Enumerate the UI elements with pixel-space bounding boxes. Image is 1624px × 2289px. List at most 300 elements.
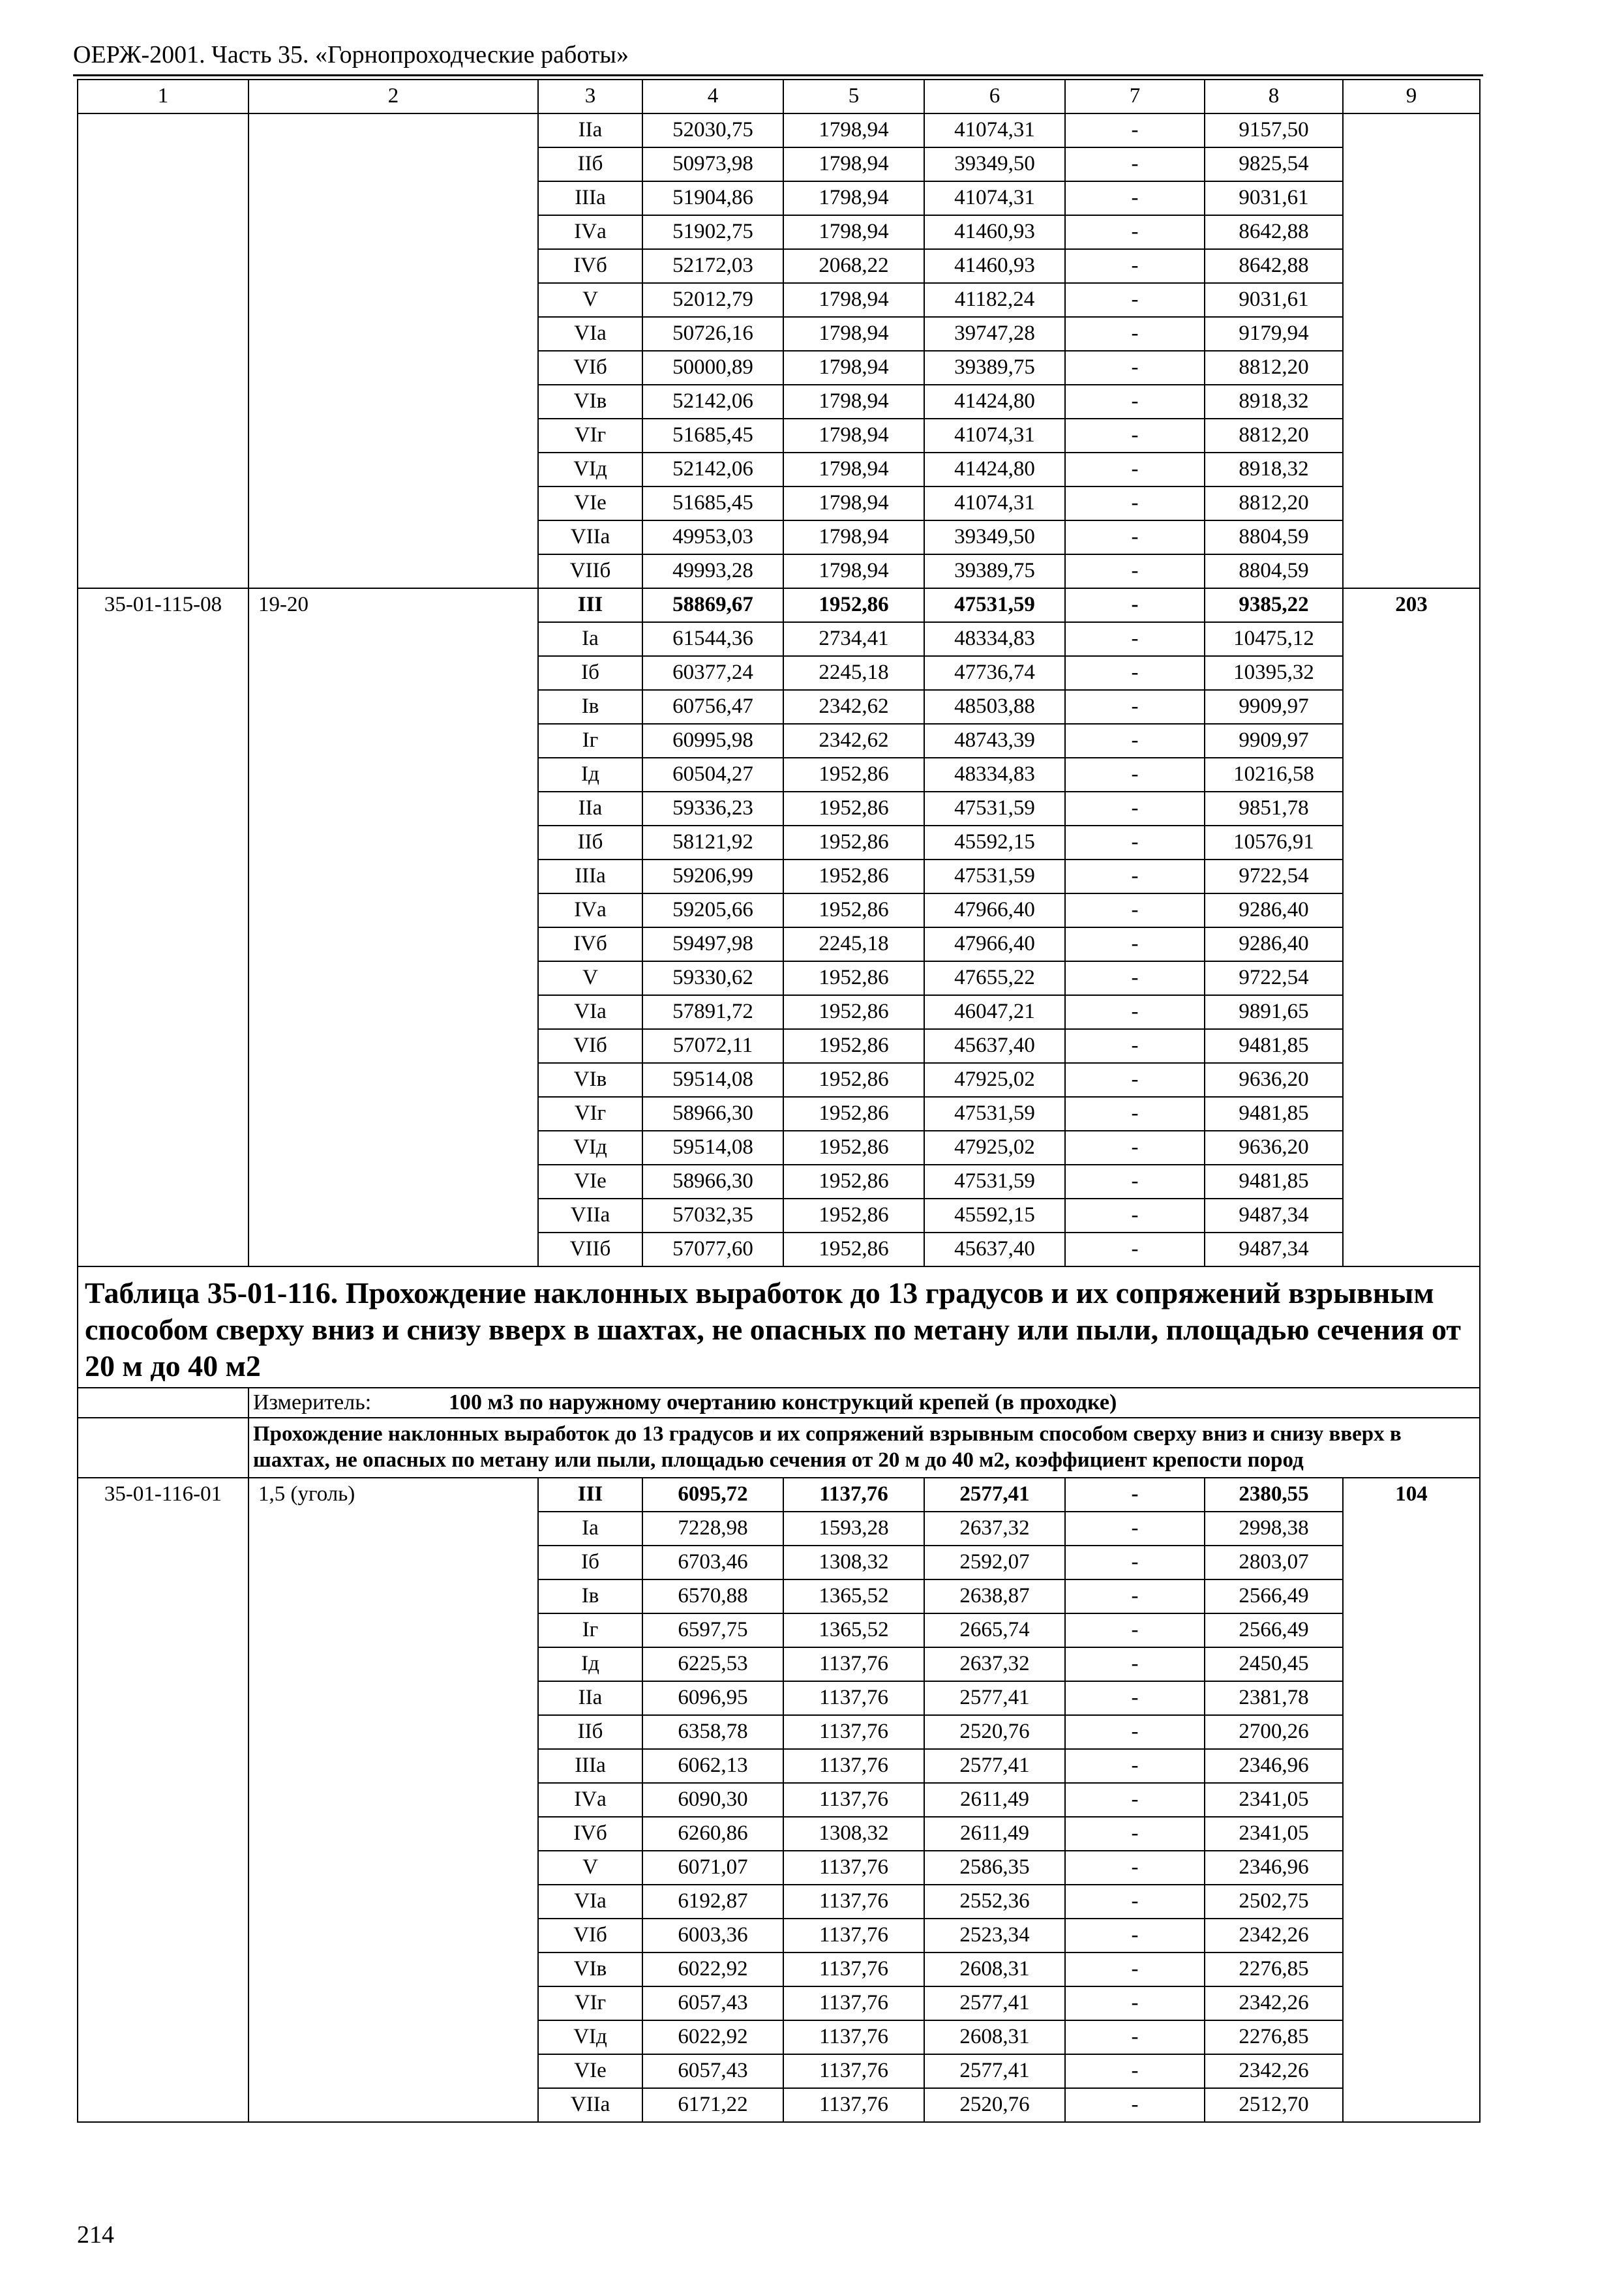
territorial-group: IVб <box>538 1817 642 1851</box>
value-col4: 6022,92 <box>642 2020 783 2054</box>
value-col5: 1952,86 <box>783 1165 924 1199</box>
territorial-group: VIг <box>538 1097 642 1131</box>
value-col8: 9636,20 <box>1205 1131 1343 1165</box>
value-col5: 1137,76 <box>783 1749 924 1783</box>
value-col6: 47966,40 <box>924 893 1065 927</box>
territorial-group: VIа <box>538 995 642 1029</box>
value-col8: 9157,50 <box>1205 113 1343 147</box>
value-col8: 10475,12 <box>1205 622 1343 656</box>
territorial-group: VIа <box>538 317 642 351</box>
territorial-group: Iб <box>538 1546 642 1579</box>
value-col5: 1952,86 <box>783 826 924 860</box>
value-col4: 51685,45 <box>642 419 783 453</box>
value-col7: - <box>1065 419 1205 453</box>
value-col4: 6225,53 <box>642 1647 783 1681</box>
value-col5: 1308,32 <box>783 1546 924 1579</box>
value-col5: 1137,76 <box>783 1783 924 1817</box>
rate-code: 35-01-115-08 <box>78 588 248 1266</box>
description-empty <box>78 1418 248 1478</box>
value-col5: 1952,86 <box>783 1029 924 1063</box>
value-col8: 9481,85 <box>1205 1029 1343 1063</box>
value-col5: 1137,76 <box>783 1478 924 1512</box>
table-row <box>78 588 1480 622</box>
value-col7: - <box>1065 453 1205 486</box>
value-col6: 41182,24 <box>924 283 1065 317</box>
value-col5: 1798,94 <box>783 453 924 486</box>
territorial-group: IVб <box>538 249 642 283</box>
value-col7: - <box>1065 826 1205 860</box>
rate-parameter-empty <box>248 113 538 588</box>
value-col8: 2998,38 <box>1205 1512 1343 1546</box>
value-col7: - <box>1065 486 1205 520</box>
value-col7: - <box>1065 1647 1205 1681</box>
value-col8: 2381,78 <box>1205 1681 1343 1715</box>
value-col7: - <box>1065 113 1205 147</box>
value-col5: 1365,52 <box>783 1579 924 1613</box>
value-col8: 8642,88 <box>1205 249 1343 283</box>
value-col6: 39389,75 <box>924 554 1065 588</box>
value-col8: 2346,96 <box>1205 1851 1343 1885</box>
value-col8: 10576,91 <box>1205 826 1343 860</box>
territorial-group: VIд <box>538 1131 642 1165</box>
value-col5: 1798,94 <box>783 215 924 249</box>
column-number: 8 <box>1205 80 1343 113</box>
value-col8: 2450,45 <box>1205 1647 1343 1681</box>
value-col8: 2341,05 <box>1205 1817 1343 1851</box>
value-col6: 2608,31 <box>924 2020 1065 2054</box>
value-col7: - <box>1065 1851 1205 1885</box>
value-col6: 47925,02 <box>924 1063 1065 1097</box>
measure-value: 100 м3 по наружному очертанию конструкций крепей (в проходке) <box>449 1390 1117 1414</box>
value-col7: - <box>1065 1233 1205 1266</box>
value-col4: 6358,78 <box>642 1715 783 1749</box>
value-col6: 2586,35 <box>924 1851 1065 1885</box>
value-col6: 41074,31 <box>924 181 1065 215</box>
value-col4: 50973,98 <box>642 147 783 181</box>
page-number: 214 <box>77 2221 114 2249</box>
territorial-group: IIб <box>538 826 642 860</box>
value-col8: 10395,32 <box>1205 656 1343 690</box>
value-col5: 2342,62 <box>783 690 924 724</box>
rates-table <box>77 79 1481 2123</box>
running-header: ОЕРЖ-2001. Часть 35. «Горнопроходческие работы» <box>73 41 629 68</box>
value-col8: 2342,26 <box>1205 2054 1343 2088</box>
value-col7: - <box>1065 2054 1205 2088</box>
value-col8: 10216,58 <box>1205 758 1343 792</box>
value-col4: 6570,88 <box>642 1579 783 1613</box>
value-col8: 9891,65 <box>1205 995 1343 1029</box>
territorial-group: VIIб <box>538 554 642 588</box>
value-col5: 1137,76 <box>783 1986 924 2020</box>
value-col7: - <box>1065 1817 1205 1851</box>
territorial-group: VIа <box>538 1885 642 1919</box>
value-col5: 1365,52 <box>783 1613 924 1647</box>
column-number: 3 <box>538 80 642 113</box>
value-col7: - <box>1065 893 1205 927</box>
value-col5: 1137,76 <box>783 2054 924 2088</box>
value-col6: 41074,31 <box>924 113 1065 147</box>
value-col4: 58869,67 <box>642 588 783 622</box>
territorial-group: IVа <box>538 893 642 927</box>
value-col7: - <box>1065 860 1205 893</box>
territorial-group: IIб <box>538 147 642 181</box>
value-col7: - <box>1065 1131 1205 1165</box>
value-col5: 1952,86 <box>783 588 924 622</box>
value-col9-empty <box>1343 113 1480 588</box>
value-col6: 47531,59 <box>924 1165 1065 1199</box>
territorial-group: IIIа <box>538 181 642 215</box>
territorial-group: V <box>538 283 642 317</box>
territorial-group: Iд <box>538 1647 642 1681</box>
value-col4: 61544,36 <box>642 622 783 656</box>
territorial-group: VIIа <box>538 520 642 554</box>
value-col5: 1137,76 <box>783 1647 924 1681</box>
value-col4: 6003,36 <box>642 1919 783 1952</box>
value-col4: 59514,08 <box>642 1063 783 1097</box>
territorial-group: VIб <box>538 1029 642 1063</box>
value-col4: 51902,75 <box>642 215 783 249</box>
value-col7: - <box>1065 1715 1205 1749</box>
territorial-group: III <box>538 588 642 622</box>
value-col6: 41074,31 <box>924 486 1065 520</box>
value-col6: 2608,31 <box>924 1952 1065 1986</box>
value-col7: - <box>1065 317 1205 351</box>
value-col8: 8804,59 <box>1205 554 1343 588</box>
value-col5: 1137,76 <box>783 1715 924 1749</box>
value-col6: 48503,88 <box>924 690 1065 724</box>
value-col4: 50000,89 <box>642 351 783 385</box>
territorial-group: IIIа <box>538 860 642 893</box>
value-col8: 9481,85 <box>1205 1097 1343 1131</box>
value-col4: 52030,75 <box>642 113 783 147</box>
value-col8: 9909,97 <box>1205 724 1343 758</box>
territorial-group: VIд <box>538 453 642 486</box>
value-col8: 2341,05 <box>1205 1783 1343 1817</box>
value-col6: 2637,32 <box>924 1647 1065 1681</box>
value-col4: 6095,72 <box>642 1478 783 1512</box>
value-col7: - <box>1065 792 1205 826</box>
value-col8: 2346,96 <box>1205 1749 1343 1783</box>
value-col7: - <box>1065 1749 1205 1783</box>
value-col6: 2665,74 <box>924 1613 1065 1647</box>
value-col4: 6260,86 <box>642 1817 783 1851</box>
value-col4: 52142,06 <box>642 385 783 419</box>
value-col7: - <box>1065 1919 1205 1952</box>
value-col5: 1798,94 <box>783 317 924 351</box>
value-col7: - <box>1065 1478 1205 1512</box>
value-col8: 2276,85 <box>1205 2020 1343 2054</box>
value-col7: - <box>1065 147 1205 181</box>
value-col6: 41460,93 <box>924 249 1065 283</box>
column-number: 6 <box>924 80 1065 113</box>
territorial-group: Iг <box>538 1613 642 1647</box>
value-col6: 2577,41 <box>924 1749 1065 1783</box>
value-col6: 2611,49 <box>924 1783 1065 1817</box>
value-col5: 1798,94 <box>783 554 924 588</box>
value-col8: 9487,34 <box>1205 1199 1343 1233</box>
value-col8: 9909,97 <box>1205 690 1343 724</box>
column-number: 5 <box>783 80 924 113</box>
value-col5: 1798,94 <box>783 283 924 317</box>
value-col4: 59330,62 <box>642 961 783 995</box>
value-col6: 2592,07 <box>924 1546 1065 1579</box>
value-col8: 2700,26 <box>1205 1715 1343 1749</box>
value-col4: 60756,47 <box>642 690 783 724</box>
value-col4: 51904,86 <box>642 181 783 215</box>
value-col5: 1137,76 <box>783 1851 924 1885</box>
value-col7: - <box>1065 1681 1205 1715</box>
value-col4: 52172,03 <box>642 249 783 283</box>
territorial-group: Iг <box>538 724 642 758</box>
value-col7: - <box>1065 385 1205 419</box>
territorial-group: IIа <box>538 113 642 147</box>
value-col7: - <box>1065 622 1205 656</box>
value-col6: 45637,40 <box>924 1233 1065 1266</box>
value-col8: 2342,26 <box>1205 1986 1343 2020</box>
value-col8: 8812,20 <box>1205 351 1343 385</box>
rate-parameter: 19-20 <box>248 588 538 1266</box>
value-col4: 6057,43 <box>642 1986 783 2020</box>
territorial-group: Iд <box>538 758 642 792</box>
value-col6: 48334,83 <box>924 622 1065 656</box>
value-col7: - <box>1065 351 1205 385</box>
value-col8: 9286,40 <box>1205 927 1343 961</box>
value-col5: 1137,76 <box>783 1885 924 1919</box>
value-col5: 1798,94 <box>783 147 924 181</box>
value-col8: 9851,78 <box>1205 792 1343 826</box>
value-col7: - <box>1065 1029 1205 1063</box>
value-col5: 1952,86 <box>783 1199 924 1233</box>
value-col7: - <box>1065 2088 1205 2122</box>
value-col8: 8812,20 <box>1205 486 1343 520</box>
value-col6: 45637,40 <box>924 1029 1065 1063</box>
value-col5: 1798,94 <box>783 385 924 419</box>
value-col8: 2566,49 <box>1205 1579 1343 1613</box>
value-col5: 1798,94 <box>783 351 924 385</box>
value-col7: - <box>1065 554 1205 588</box>
value-col4: 58966,30 <box>642 1165 783 1199</box>
territorial-group: VIв <box>538 1063 642 1097</box>
value-col6: 47966,40 <box>924 927 1065 961</box>
value-col4: 51685,45 <box>642 486 783 520</box>
table-title: Таблица 35-01-116. Прохождение наклонных выработок до 13 градусов и их сопряжений взрывным способом сверху вниз и снизу вверх в шахтах, не опасных по метану или пыли, площадью сечения от 20 м до 40 м2 <box>78 1266 1480 1388</box>
territorial-group: V <box>538 961 642 995</box>
value-col5: 1137,76 <box>783 2020 924 2054</box>
value-col8: 8918,32 <box>1205 453 1343 486</box>
value-col5: 1798,94 <box>783 486 924 520</box>
value-col5: 1308,32 <box>783 1817 924 1851</box>
value-col8: 9825,54 <box>1205 147 1343 181</box>
value-col6: 39747,28 <box>924 317 1065 351</box>
territorial-group: IIIа <box>538 1749 642 1783</box>
value-col7: - <box>1065 1097 1205 1131</box>
value-col5: 2068,22 <box>783 249 924 283</box>
value-col4: 7228,98 <box>642 1512 783 1546</box>
value-col6: 2577,41 <box>924 1681 1065 1715</box>
value-col4: 52142,06 <box>642 453 783 486</box>
value-col7: - <box>1065 1512 1205 1546</box>
value-col5: 1952,86 <box>783 860 924 893</box>
value-col4: 58966,30 <box>642 1097 783 1131</box>
territorial-group: VIе <box>538 1165 642 1199</box>
territorial-group: IVб <box>538 927 642 961</box>
territorial-group: III <box>538 1478 642 1512</box>
rate-parameter: 1,5 (уголь) <box>248 1478 538 2122</box>
value-col8: 9031,61 <box>1205 181 1343 215</box>
value-col7: - <box>1065 2020 1205 2054</box>
territorial-group: VIе <box>538 2054 642 2088</box>
value-col5: 1798,94 <box>783 520 924 554</box>
value-col8: 9179,94 <box>1205 317 1343 351</box>
value-col8: 2512,70 <box>1205 2088 1343 2122</box>
value-col4: 6090,30 <box>642 1783 783 1817</box>
territorial-group: VIг <box>538 419 642 453</box>
value-col6: 2577,41 <box>924 1986 1065 2020</box>
value-col6: 41460,93 <box>924 215 1065 249</box>
value-col7: - <box>1065 283 1205 317</box>
territorial-group: VIг <box>538 1986 642 2020</box>
measure-label: Измеритель: <box>253 1390 372 1414</box>
value-col6: 2520,76 <box>924 1715 1065 1749</box>
value-col8: 2803,07 <box>1205 1546 1343 1579</box>
rates-table-body <box>78 80 1480 2122</box>
value-col7: - <box>1065 588 1205 622</box>
value-col7: - <box>1065 690 1205 724</box>
value-col6: 46047,21 <box>924 995 1065 1029</box>
value-col6: 41424,80 <box>924 385 1065 419</box>
value-col6: 39389,75 <box>924 351 1065 385</box>
value-col5: 1798,94 <box>783 181 924 215</box>
header-rule <box>73 74 1483 76</box>
value-col6: 39349,50 <box>924 147 1065 181</box>
value-col4: 57077,60 <box>642 1233 783 1266</box>
value-col8: 8804,59 <box>1205 520 1343 554</box>
measure-cell <box>248 1388 1480 1418</box>
value-col8: 9487,34 <box>1205 1233 1343 1266</box>
value-col5: 1952,86 <box>783 1131 924 1165</box>
value-col7: - <box>1065 995 1205 1029</box>
value-col4: 6022,92 <box>642 1952 783 1986</box>
column-number: 4 <box>642 80 783 113</box>
table-title-row <box>78 1266 1480 1388</box>
value-col7: - <box>1065 1165 1205 1199</box>
value-col5: 1952,86 <box>783 961 924 995</box>
territorial-group: IIб <box>538 1715 642 1749</box>
value-col4: 6703,46 <box>642 1546 783 1579</box>
value-col5: 1137,76 <box>783 2088 924 2122</box>
value-col6: 48334,83 <box>924 758 1065 792</box>
value-col8: 2380,55 <box>1205 1478 1343 1512</box>
value-col5: 1952,86 <box>783 893 924 927</box>
value-col4: 59497,98 <box>642 927 783 961</box>
value-col6: 47531,59 <box>924 1097 1065 1131</box>
value-col7: - <box>1065 1885 1205 1919</box>
territorial-group: VIв <box>538 1952 642 1986</box>
value-col7: - <box>1065 215 1205 249</box>
value-col7: - <box>1065 181 1205 215</box>
value-col7: - <box>1065 1613 1205 1647</box>
value-col6: 45592,15 <box>924 826 1065 860</box>
value-col4: 49993,28 <box>642 554 783 588</box>
value-col7: - <box>1065 1986 1205 2020</box>
territorial-group: IVа <box>538 1783 642 1817</box>
value-col5: 1952,86 <box>783 758 924 792</box>
value-col8: 9286,40 <box>1205 893 1343 927</box>
value-col7: - <box>1065 1199 1205 1233</box>
column-number: 2 <box>248 80 538 113</box>
territorial-group: VIе <box>538 486 642 520</box>
territorial-group: VIIа <box>538 1199 642 1233</box>
value-col4: 6062,13 <box>642 1749 783 1783</box>
territorial-group: VIб <box>538 351 642 385</box>
value-col6: 41424,80 <box>924 453 1065 486</box>
value-col6: 47531,59 <box>924 860 1065 893</box>
value-col7: - <box>1065 1579 1205 1613</box>
value-col4: 52012,79 <box>642 283 783 317</box>
column-number: 9 <box>1343 80 1480 113</box>
territorial-group: VIIб <box>538 1233 642 1266</box>
value-col8: 2276,85 <box>1205 1952 1343 1986</box>
value-col4: 57032,35 <box>642 1199 783 1233</box>
territorial-group: IVа <box>538 215 642 249</box>
territorial-group: Iа <box>538 1512 642 1546</box>
value-col6: 47736,74 <box>924 656 1065 690</box>
value-col8: 9722,54 <box>1205 961 1343 995</box>
value-col7: - <box>1065 1783 1205 1817</box>
measure-row <box>78 1388 1480 1418</box>
territorial-group: V <box>538 1851 642 1885</box>
value-col6: 2611,49 <box>924 1817 1065 1851</box>
value-col5: 1952,86 <box>783 1233 924 1266</box>
value-col8: 2342,26 <box>1205 1919 1343 1952</box>
territorial-group: VIв <box>538 385 642 419</box>
value-col7: - <box>1065 1063 1205 1097</box>
value-col5: 1137,76 <box>783 1952 924 1986</box>
value-col4: 6597,75 <box>642 1613 783 1647</box>
value-col6: 47925,02 <box>924 1131 1065 1165</box>
value-col5: 1798,94 <box>783 113 924 147</box>
value-col7: - <box>1065 724 1205 758</box>
territorial-group: Iв <box>538 1579 642 1613</box>
value-col6: 48743,39 <box>924 724 1065 758</box>
value-col7: - <box>1065 656 1205 690</box>
value-col6: 2577,41 <box>924 2054 1065 2088</box>
value-col8: 9481,85 <box>1205 1165 1343 1199</box>
table-row <box>78 113 1480 147</box>
description-row <box>78 1418 1480 1478</box>
value-col4: 59206,99 <box>642 860 783 893</box>
value-col4: 60504,27 <box>642 758 783 792</box>
territorial-group: IIа <box>538 792 642 826</box>
value-col7: - <box>1065 961 1205 995</box>
value-col5: 1593,28 <box>783 1512 924 1546</box>
table-description: Прохождение наклонных выработок до 13 градусов и их сопряжений взрывным способом сверху вниз и снизу вверх в шахтах, не опасных по метану или пыли, площадью сечения от 20 м до 40 м2, коэффициент крепости пород <box>248 1418 1480 1478</box>
value-col4: 6096,95 <box>642 1681 783 1715</box>
rate-code-empty <box>78 113 248 588</box>
value-col5: 1952,86 <box>783 792 924 826</box>
value-col6: 45592,15 <box>924 1199 1065 1233</box>
column-number: 7 <box>1065 80 1205 113</box>
value-col7: - <box>1065 1952 1205 1986</box>
value-col6: 47531,59 <box>924 792 1065 826</box>
value-col4: 6192,87 <box>642 1885 783 1919</box>
value-col6: 2552,36 <box>924 1885 1065 1919</box>
value-col6: 47655,22 <box>924 961 1065 995</box>
value-col5: 2734,41 <box>783 622 924 656</box>
territorial-group: Iв <box>538 690 642 724</box>
territorial-group: VIIа <box>538 2088 642 2122</box>
territorial-group: VIд <box>538 2020 642 2054</box>
